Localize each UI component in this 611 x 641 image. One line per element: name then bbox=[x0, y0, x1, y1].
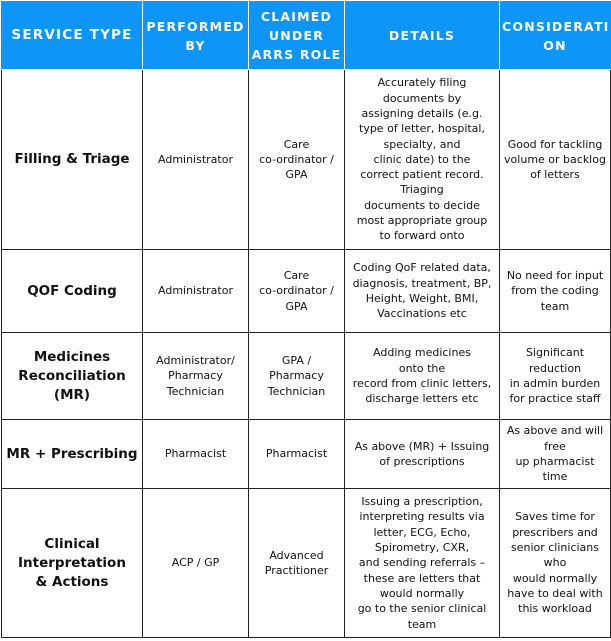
header-consideration: CONSIDERATI ON bbox=[500, 2, 611, 70]
header-performed-by: PERFORMED BY bbox=[143, 2, 249, 70]
consideration-cell: Saves time for prescribers and senior clinicians who would normally have to deal with this workload bbox=[500, 489, 611, 638]
header-claimed-under: CLAIMED UNDER ARRS ROLE bbox=[249, 2, 345, 70]
table-row bbox=[2, 70, 611, 250]
claimed-under-cell: Care co-ordinator / GPA bbox=[249, 70, 345, 250]
claimed-under-cell: Care co-ordinator / GPA bbox=[249, 250, 345, 333]
service-type-cell: QOF Coding bbox=[2, 250, 143, 333]
performed-by-cell: Administrator bbox=[143, 250, 249, 333]
performed-by-cell: Pharmacist bbox=[143, 420, 249, 489]
details-cell: Issuing a prescription, interpreting results via letter, ECG, Echo, Spirometry, CXR, and sending referrals – these are letters that would normally go to the senior clinical team bbox=[345, 489, 500, 638]
service-type-cell: Filling & Triage bbox=[2, 70, 143, 250]
consideration-cell: No need for input from the coding team bbox=[500, 250, 611, 333]
performed-by-cell: Administrator/ Pharmacy Technician bbox=[143, 333, 249, 420]
service-type-cell: Medicines Reconciliation (MR) bbox=[2, 333, 143, 420]
header-row bbox=[2, 2, 611, 70]
table-row bbox=[2, 420, 611, 489]
table-row bbox=[2, 489, 611, 638]
consideration-cell: Good for tackling volume or backlog of letters bbox=[500, 70, 611, 250]
table-row bbox=[2, 250, 611, 333]
consideration-cell: As above and will free up pharmacist time bbox=[500, 420, 611, 489]
header-details: DETAILS bbox=[345, 2, 500, 70]
table-row bbox=[2, 333, 611, 420]
header-service-type: SERVICE TYPE bbox=[2, 2, 143, 70]
performed-by-cell: ACP / GP bbox=[143, 489, 249, 638]
details-cell: Accurately filing documents by assigning details (e.g. type of letter, hospital, specialty, and clinic date) to the correct patient record. Triaging documents to decide most appropriate group to forward onto bbox=[345, 70, 500, 250]
claimed-under-cell: GPA / Pharmacy Technician bbox=[249, 333, 345, 420]
claimed-under-cell: Advanced Practitioner bbox=[249, 489, 345, 638]
details-cell: Coding QoF related data, diagnosis, treatment, BP, Height, Weight, BMI, Vaccinations etc bbox=[345, 250, 500, 333]
service-type-cell: Clinical Interpretation & Actions bbox=[2, 489, 143, 638]
details-cell: As above (MR) + Issuing of prescriptions bbox=[345, 420, 500, 489]
details-cell: Adding medicines onto the record from clinic letters, discharge letters etc bbox=[345, 333, 500, 420]
service-type-cell: MR + Prescribing bbox=[2, 420, 143, 489]
services-table bbox=[1, 1, 611, 638]
performed-by-cell: Administrator bbox=[143, 70, 249, 250]
claimed-under-cell: Pharmacist bbox=[249, 420, 345, 489]
consideration-cell: Significant reduction in admin burden for practice staff bbox=[500, 333, 611, 420]
